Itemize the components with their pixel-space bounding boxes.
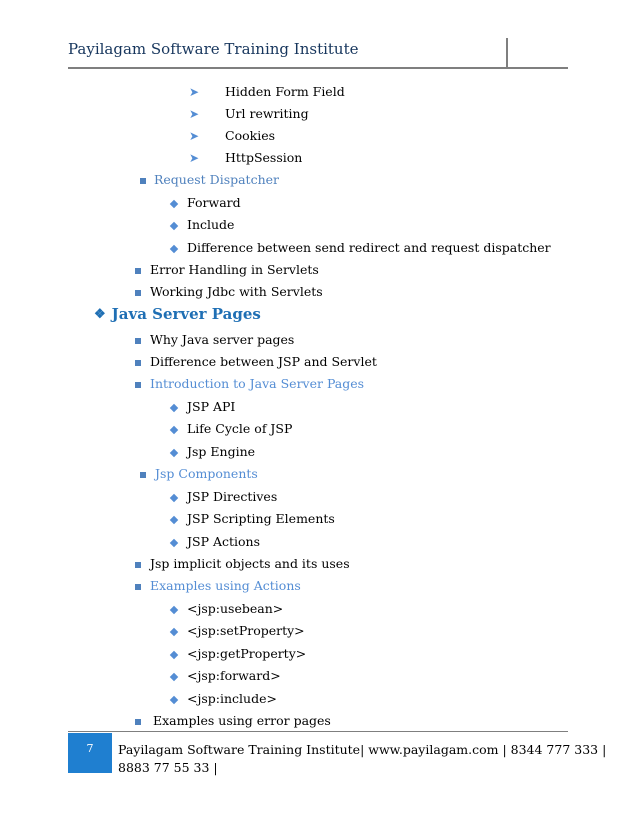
list-item: [133, 578, 301, 593]
square-bullet-icon: [133, 556, 143, 571]
list-item-text: <jsp:include>: [187, 691, 277, 706]
list-item: [133, 332, 294, 347]
section-title: Java Server Pages: [111, 305, 261, 323]
list-item: [169, 240, 551, 255]
diamond-bullet-icon: [169, 195, 179, 210]
list-item: [189, 128, 275, 143]
arrow-bullet-icon: ➤: [189, 128, 200, 143]
square-bullet-icon: [138, 172, 148, 187]
list-item-text: Working Jdbc with Servlets: [150, 284, 323, 299]
list-item: [169, 623, 305, 638]
diamond-bullet-icon: [169, 511, 179, 526]
list-item-text: JSP Actions: [187, 534, 260, 549]
square-bullet-icon: [133, 262, 143, 277]
diamond-bullet-icon: [169, 668, 179, 683]
list-item: [133, 713, 331, 728]
arrow-bullet-icon: ➤: [189, 84, 200, 99]
list-item: [169, 646, 306, 661]
page-number-box: [68, 733, 112, 773]
list-item-text: JSP Directives: [187, 489, 278, 504]
square-bullet-icon: [133, 376, 143, 391]
list-item-text: Examples using error pages: [153, 713, 331, 728]
diamond-bullet-icon: [169, 240, 179, 255]
footer-text: Payilagam Software Training Institute| www.payilagam.com | 8344 777 333 | 8883 77 55 33 |: [118, 742, 607, 775]
list-item: [138, 172, 279, 187]
diamond-bullet-icon: [169, 421, 179, 436]
list-item-text: Url rewriting: [225, 106, 309, 121]
list-item-text: Jsp Components: [155, 466, 258, 481]
arrow-bullet-icon: ➤: [189, 150, 200, 165]
list-item-text: Life Cycle of JSP: [187, 421, 293, 436]
list-item: [133, 556, 350, 571]
page-number: 7: [86, 742, 94, 755]
header-divider: [506, 38, 508, 69]
list-item: [169, 534, 260, 549]
square-bullet-icon: [138, 466, 148, 481]
square-bullet-icon: [133, 578, 143, 593]
header-rule: [68, 67, 568, 69]
diamond-cluster-icon: ❖: [94, 306, 106, 322]
list-item-text: Difference between JSP and Servlet: [150, 354, 377, 369]
diamond-bullet-icon: [169, 601, 179, 616]
header-title: Payilagam Software Training Institute: [68, 40, 359, 58]
diamond-bullet-icon: [169, 534, 179, 549]
diamond-bullet-icon: [169, 399, 179, 414]
diamond-bullet-icon: [169, 489, 179, 504]
list-item-text: Jsp implicit objects and its uses: [150, 556, 350, 571]
list-item: [138, 466, 258, 481]
list-item-text: Hidden Form Field: [225, 84, 345, 99]
list-item-text: <jsp:usebean>: [187, 601, 284, 616]
list-item-text: Include: [187, 217, 235, 232]
list-item-text: <jsp:forward>: [187, 668, 281, 683]
diamond-bullet-icon: [169, 217, 179, 232]
list-item: [169, 444, 255, 459]
list-item-text: Introduction to Java Server Pages: [150, 376, 365, 391]
list-item-text: Request Dispatcher: [154, 172, 280, 187]
arrow-bullet-icon: ➤: [189, 106, 200, 121]
list-item-text: JSP Scripting Elements: [187, 511, 335, 526]
list-item: [169, 195, 241, 210]
list-item: [189, 84, 345, 99]
list-item: [189, 106, 309, 121]
list-item-text: Forward: [187, 195, 241, 210]
square-bullet-icon: [133, 354, 143, 369]
list-item: [133, 376, 364, 391]
list-item: [169, 601, 283, 616]
list-item: [189, 150, 302, 165]
list-item-text: HttpSession: [225, 150, 303, 165]
square-bullet-icon: [133, 332, 143, 347]
diamond-bullet-icon: [169, 444, 179, 459]
section-heading: [94, 305, 261, 323]
list-item-text: <jsp:setProperty>: [187, 623, 305, 638]
list-item-text: Cookies: [225, 128, 275, 143]
list-item: [133, 284, 323, 299]
list-item: [169, 489, 277, 504]
list-item-text: Examples using Actions: [150, 578, 301, 593]
list-item: [169, 217, 234, 232]
list-item-text: Error Handling in Servlets: [150, 262, 319, 277]
list-item-text: <jsp:getProperty>: [187, 646, 307, 661]
list-item: [169, 399, 235, 414]
list-item-text: JSP API: [187, 399, 236, 414]
square-bullet-icon: [133, 713, 143, 728]
footer-rule: [68, 731, 568, 732]
square-bullet-icon: [133, 284, 143, 299]
list-item-text: Why Java server pages: [150, 332, 295, 347]
list-item-text: Jsp Engine: [187, 444, 256, 459]
list-item-text: Difference between send redirect and request dispatcher: [187, 240, 551, 255]
diamond-bullet-icon: [169, 623, 179, 638]
list-item: [169, 511, 335, 526]
list-item: [169, 421, 292, 436]
list-item: [169, 691, 277, 706]
list-item: [169, 668, 281, 683]
list-item: [133, 262, 319, 277]
list-item: [133, 354, 377, 369]
diamond-bullet-icon: [169, 646, 179, 661]
diamond-bullet-icon: [169, 691, 179, 706]
